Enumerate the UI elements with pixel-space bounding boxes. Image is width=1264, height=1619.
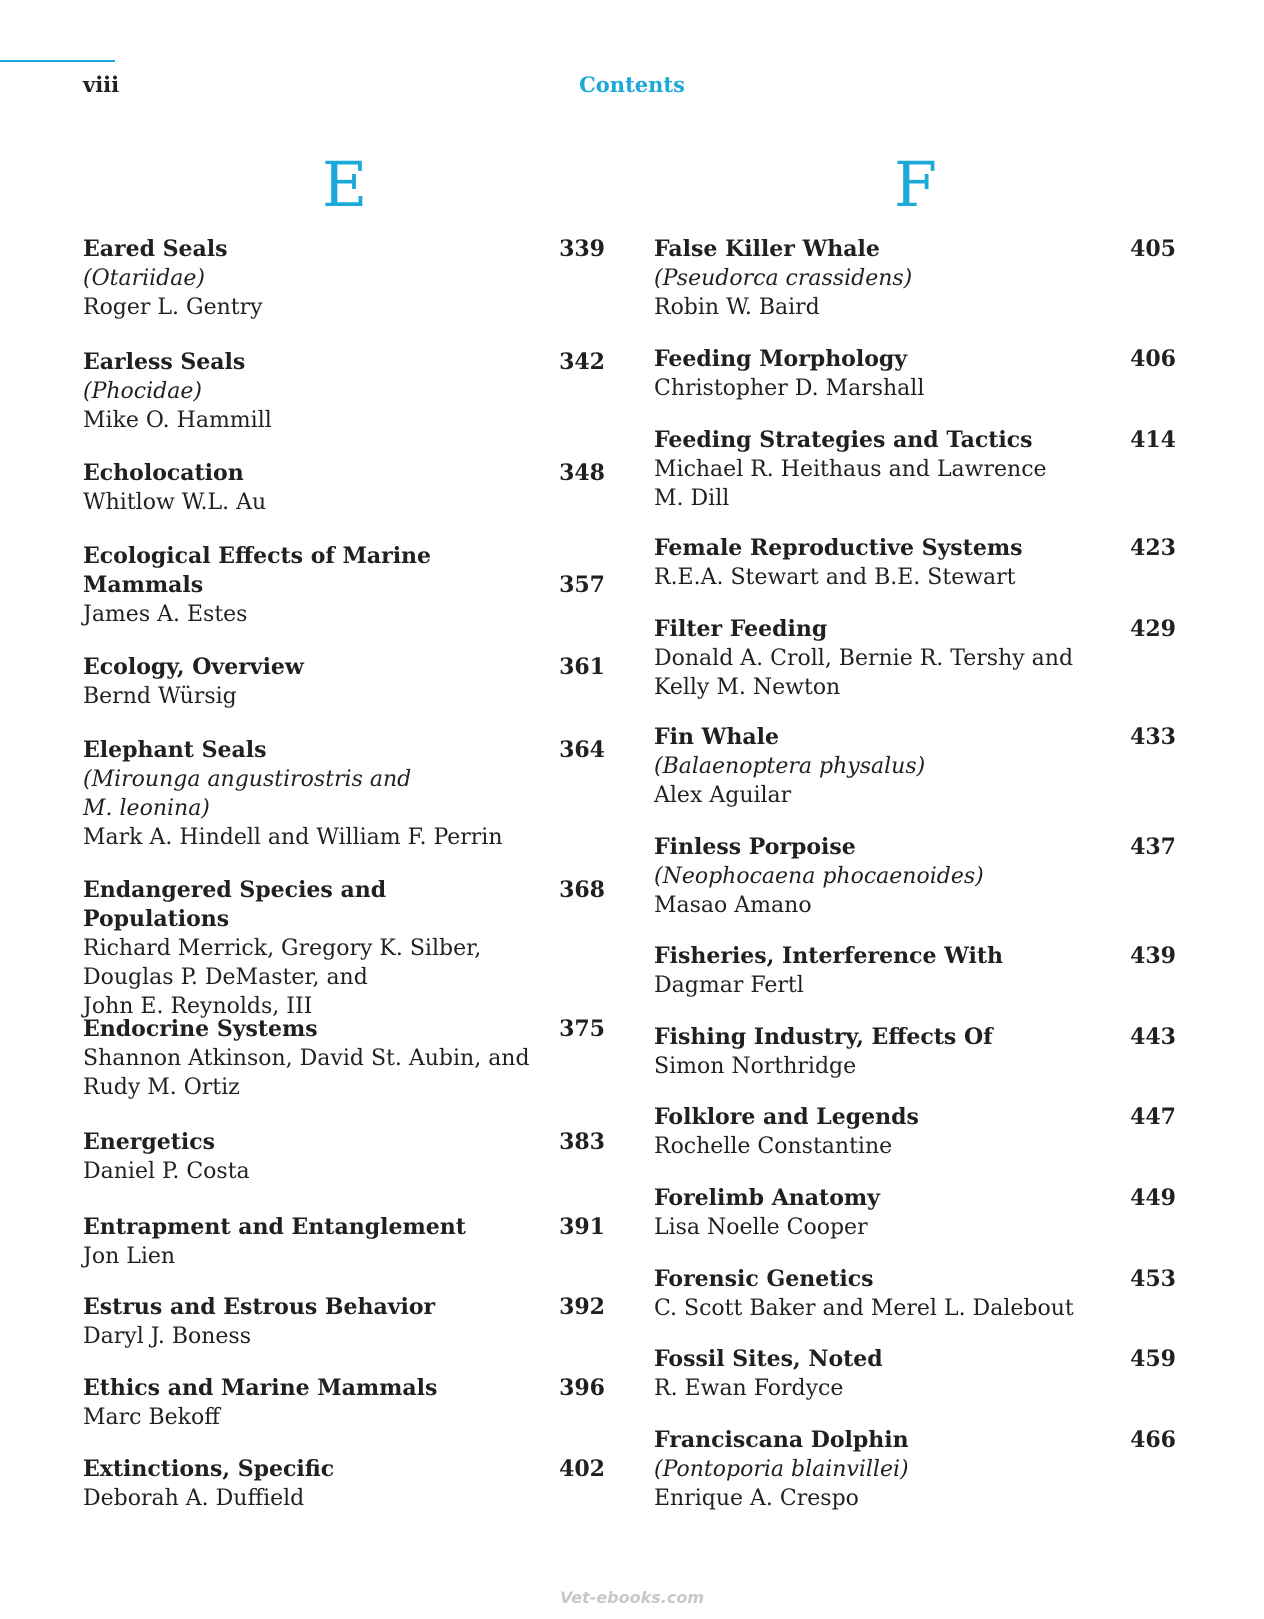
- entry-title-line: Female Reproductive Systems: [654, 535, 1023, 561]
- entry-title: [83, 876, 605, 934]
- entry-title-line: Ethics and Marine Mammals: [83, 1375, 438, 1401]
- toc-entry[interactable]: [83, 1213, 605, 1271]
- entry-page-number: 443: [1130, 1024, 1176, 1050]
- toc-entry[interactable]: [83, 235, 605, 322]
- entry-title-line: Forensic Genetics: [654, 1266, 874, 1292]
- entry-page-number: 466: [1130, 1427, 1176, 1453]
- entry-page-number: 361: [559, 654, 605, 680]
- entry-author-line: M. Dill: [654, 486, 730, 511]
- entry-author: [83, 406, 605, 435]
- entry-page-number: 414: [1130, 427, 1176, 453]
- entry-author-line: Richard Merrick, Gregory K. Silber,: [83, 936, 482, 961]
- entry-author-line: John E. Reynolds, III: [83, 994, 313, 1019]
- entry-author-line: Robin W. Baird: [654, 295, 820, 320]
- toc-entry[interactable]: [654, 534, 1176, 592]
- entry-title-line: Ecology, Overview: [83, 654, 304, 680]
- entry-author: [83, 1322, 605, 1351]
- entry-title-line: Fin Whale: [654, 724, 779, 750]
- entry-author: [654, 644, 1176, 702]
- entry-author-line: Whitlow W.L. Au: [83, 490, 267, 515]
- entry-page-number: 348: [559, 460, 605, 486]
- entry-title: [83, 1213, 605, 1242]
- entry-page-number: 368: [559, 877, 605, 903]
- entry-title-line: Endangered Species and Populations: [83, 877, 387, 932]
- entry-author-line: Mike O. Hammill: [83, 408, 272, 433]
- entry-page-number: 406: [1130, 346, 1176, 372]
- entry-species-line: (Neophocaena phocaenoides): [654, 864, 984, 889]
- entry-author-line: Bernd Würsig: [83, 684, 237, 709]
- entry-page-number: 405: [1130, 236, 1176, 262]
- entry-author-line: Simon Northridge: [654, 1054, 857, 1079]
- entry-author: [654, 1052, 1176, 1081]
- entry-author: [83, 1484, 605, 1513]
- entry-author-line: Dagmar Fertl: [654, 973, 804, 998]
- entry-author: [83, 934, 605, 1021]
- entry-author: [654, 1484, 1176, 1513]
- entry-title: [654, 1184, 1176, 1213]
- entry-author-line: Michael R. Heithaus and Lawrence: [654, 457, 1047, 482]
- entry-title: [83, 736, 605, 765]
- entry-title-line: False Killer Whale: [654, 236, 880, 262]
- entry-author: [654, 781, 1176, 810]
- entry-author: [83, 488, 605, 517]
- entry-author-line: Mark A. Hindell and William F. Perrin: [83, 825, 503, 850]
- entry-title-line: Echolocation: [83, 460, 244, 486]
- entry-species: [654, 862, 1176, 891]
- entry-title: [83, 235, 605, 264]
- entry-title: [83, 653, 605, 682]
- entry-page-number: 342: [559, 349, 605, 375]
- entry-title-line: Fossil Sites, Noted: [654, 1346, 883, 1372]
- entry-species: [83, 377, 605, 406]
- entry-title: [654, 1265, 1176, 1294]
- entry-page-number: 383: [559, 1129, 605, 1155]
- entry-species-line: (Pontoporia blainvillei): [654, 1457, 909, 1482]
- entry-title-line: Franciscana Dolphin: [654, 1427, 909, 1453]
- entry-author-line: R. Ewan Fordyce: [654, 1376, 844, 1401]
- toc-entry[interactable]: [83, 736, 605, 852]
- entry-author-line: Daniel P. Costa: [83, 1159, 250, 1184]
- toc-entry[interactable]: [83, 542, 605, 629]
- entry-author: [654, 971, 1176, 1000]
- entry-author: [654, 1213, 1176, 1242]
- entry-species: [83, 264, 605, 293]
- entry-title-line: Folklore and Legends: [654, 1104, 919, 1130]
- toc-entry[interactable]: [83, 1293, 605, 1351]
- entry-author-line: Douglas P. DeMaster, and: [83, 965, 368, 990]
- entry-page-number: 447: [1130, 1104, 1176, 1130]
- entry-author-line: Masao Amano: [654, 893, 812, 918]
- entry-title-line: Filter Feeding: [654, 616, 828, 642]
- entry-title-line: Feeding Morphology: [654, 346, 908, 372]
- entry-page-number: 439: [1130, 943, 1176, 969]
- toc-entry[interactable]: [654, 1426, 1176, 1513]
- entry-author-line: Alex Aguilar: [654, 783, 792, 808]
- entry-page-number: 375: [559, 1016, 605, 1042]
- entry-page-number: 402: [559, 1456, 605, 1482]
- entry-author: [83, 1157, 605, 1186]
- entry-title: [654, 345, 1176, 374]
- entry-species-line: (Otariidae): [83, 266, 205, 291]
- entry-title: [83, 1293, 605, 1322]
- toc-entry[interactable]: [83, 1455, 605, 1513]
- entry-title: [654, 1345, 1176, 1374]
- entry-species-line: (Mirounga angustirostris and: [83, 767, 412, 792]
- entry-title-line: Estrus and Estrous Behavior: [83, 1294, 436, 1320]
- entry-title-line: Elephant Seals: [83, 737, 267, 763]
- entry-title: [83, 1455, 605, 1484]
- entry-title: [83, 1128, 605, 1157]
- entry-species-line: M. leonina): [83, 796, 210, 821]
- entry-author: [654, 293, 1176, 322]
- top-rule: [0, 60, 115, 62]
- toc-entry[interactable]: [654, 615, 1176, 702]
- toc-entry[interactable]: [654, 345, 1176, 403]
- entry-author-line: R.E.A. Stewart and B.E. Stewart: [654, 565, 1016, 590]
- entry-page-number: 357: [559, 572, 605, 598]
- entry-species: [654, 264, 1176, 293]
- toc-entry[interactable]: [83, 459, 605, 517]
- entry-title-line: Earless Seals: [83, 349, 246, 375]
- toc-entry[interactable]: [83, 1374, 605, 1432]
- entry-page-number: 396: [559, 1375, 605, 1401]
- toc-entry[interactable]: [654, 942, 1176, 1000]
- entry-author: [83, 293, 605, 322]
- entry-title: [83, 1015, 605, 1044]
- entry-title-line: Energetics: [83, 1129, 216, 1155]
- entry-author: [83, 1242, 605, 1271]
- entry-species: [654, 752, 1176, 781]
- entry-author-line: James A. Estes: [83, 602, 248, 627]
- entry-page-number: 364: [559, 737, 605, 763]
- entry-author-line: Christopher D. Marshall: [654, 376, 925, 401]
- entry-title: [83, 459, 605, 488]
- entry-title-line: Fishing Industry, Effects Of: [654, 1024, 993, 1050]
- entry-author: [83, 682, 605, 711]
- toc-entry[interactable]: [654, 1184, 1176, 1242]
- entry-species-line: (Balaenoptera physalus): [654, 754, 926, 779]
- entry-title-line: Forelimb Anatomy: [654, 1185, 880, 1211]
- entry-title: [83, 542, 605, 600]
- entry-author-line: Jon Lien: [83, 1244, 176, 1269]
- entry-author-line: Daryl J. Boness: [83, 1324, 252, 1349]
- entry-title-line: Finless Porpoise: [654, 834, 856, 860]
- entry-author: [83, 600, 605, 629]
- section-letter-e: E: [322, 148, 368, 221]
- toc-entry[interactable]: [83, 1128, 605, 1186]
- entry-title: [654, 426, 1176, 455]
- toc-entry[interactable]: [83, 1015, 605, 1102]
- entry-species-line: (Pseudorca crassidens): [654, 266, 913, 291]
- toc-entry[interactable]: [654, 1023, 1176, 1081]
- entry-title: [654, 1023, 1176, 1052]
- entry-author: [654, 1132, 1176, 1161]
- entry-title: [654, 534, 1176, 563]
- entry-title-line: Entrapment and Entanglement: [83, 1214, 466, 1240]
- entry-author-line: Deborah A. Duffield: [83, 1486, 305, 1511]
- entry-page-number: 453: [1130, 1266, 1176, 1292]
- toc-entry[interactable]: [654, 723, 1176, 810]
- toc-entry[interactable]: [654, 1265, 1176, 1323]
- entry-title: [83, 1374, 605, 1403]
- entry-title: [654, 833, 1176, 862]
- running-head: Contents: [579, 72, 685, 97]
- entry-page-number: 449: [1130, 1185, 1176, 1211]
- entry-author-line: Kelly M. Newton: [654, 675, 841, 700]
- toc-entry[interactable]: [83, 348, 605, 435]
- entry-title-line: Feeding Strategies and Tactics: [654, 427, 1033, 453]
- entry-author: [83, 1403, 605, 1432]
- entry-page-number: 459: [1130, 1346, 1176, 1372]
- toc-entry[interactable]: [83, 653, 605, 711]
- entry-author-line: Donald A. Croll, Bernie R. Tershy and: [654, 646, 1074, 671]
- entry-title-line: Eared Seals: [83, 236, 228, 262]
- entry-author: [654, 891, 1176, 920]
- entry-author: [654, 1374, 1176, 1403]
- entry-author: [83, 1044, 605, 1102]
- entry-title: [654, 235, 1176, 264]
- entry-page-number: 429: [1130, 616, 1176, 642]
- entry-page-number: 423: [1130, 535, 1176, 561]
- entry-author: [654, 455, 1176, 513]
- entry-title: [654, 942, 1176, 971]
- entry-title-line: Ecological Effects of Marine: [83, 543, 432, 569]
- toc-entry[interactable]: [654, 235, 1176, 322]
- entry-author: [654, 563, 1176, 592]
- entry-species-line: (Phocidae): [83, 379, 202, 404]
- toc-entry[interactable]: [654, 426, 1176, 513]
- entry-title-line: Extinctions, Specific: [83, 1456, 335, 1482]
- entry-title: [654, 723, 1176, 752]
- entry-author: [654, 374, 1176, 403]
- entry-page-number: 392: [559, 1294, 605, 1320]
- entry-author: [83, 823, 605, 852]
- entry-title-line: Fisheries, Interference With: [654, 943, 1003, 969]
- page-number: viii: [83, 72, 120, 97]
- entry-author-line: Roger L. Gentry: [83, 295, 263, 320]
- entry-page-number: 437: [1130, 834, 1176, 860]
- entry-title: [83, 348, 605, 377]
- entry-author-line: Shannon Atkinson, David St. Aubin, and: [83, 1046, 530, 1071]
- entry-author-line: Lisa Noelle Cooper: [654, 1215, 868, 1240]
- entry-species: [83, 765, 605, 823]
- entry-title-line: Endocrine Systems: [83, 1016, 318, 1042]
- entry-species: [654, 1455, 1176, 1484]
- entry-author-line: Enrique A. Crespo: [654, 1486, 859, 1511]
- entry-title: [654, 1103, 1176, 1132]
- entry-author-line: C. Scott Baker and Merel L. Dalebout: [654, 1296, 1074, 1321]
- watermark: Vet-ebooks.com: [559, 1588, 705, 1607]
- toc-entry[interactable]: [83, 876, 605, 1021]
- entry-title: [654, 1426, 1176, 1455]
- toc-entry[interactable]: [654, 1103, 1176, 1161]
- entry-page-number: 433: [1130, 724, 1176, 750]
- section-letter-f: F: [894, 148, 938, 221]
- entry-page-number: 339: [559, 236, 605, 262]
- entry-page-number: 391: [559, 1214, 605, 1240]
- toc-entry[interactable]: [654, 1345, 1176, 1403]
- entry-title-line: Mammals: [83, 572, 204, 598]
- entry-title: [654, 615, 1176, 644]
- entry-author-line: Rochelle Constantine: [654, 1134, 893, 1159]
- toc-entry[interactable]: [654, 833, 1176, 920]
- entry-author: [654, 1294, 1176, 1323]
- entry-author-line: Rudy M. Ortiz: [83, 1075, 240, 1100]
- entry-author-line: Marc Bekoff: [83, 1405, 220, 1430]
